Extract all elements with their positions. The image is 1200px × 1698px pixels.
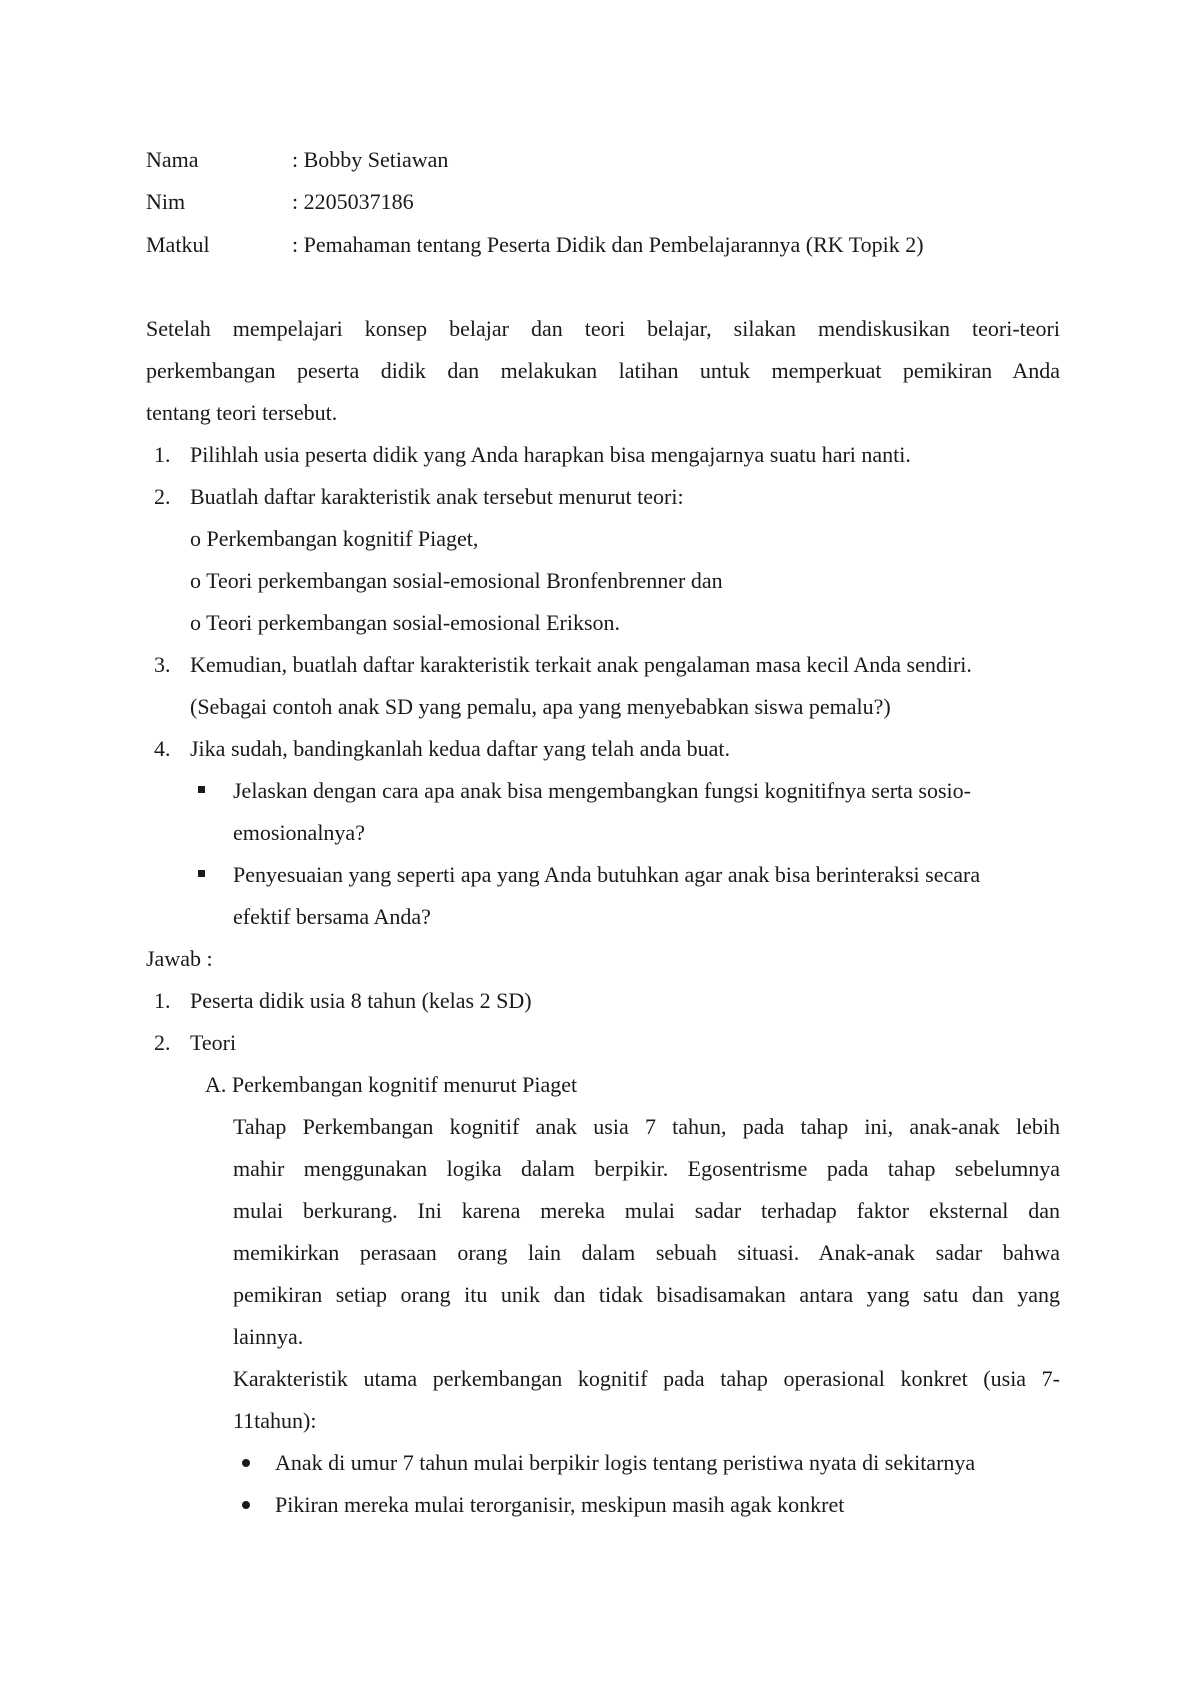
answer-2-number: 2. xyxy=(154,1030,171,1055)
task-2-sub-3: o Teori perkembangan sosial-emosional Erikson. xyxy=(190,610,621,635)
piaget-para-line-1: Tahap Perkembangan kognitif anak usia 7 tahun, pada tahap ini, anak-anak lebih xyxy=(233,1114,1060,1139)
matkul-label: Matkul xyxy=(146,232,210,257)
task-2-sub-1: o Perkembangan kognitif Piaget, xyxy=(190,526,479,551)
nim-label: Nim xyxy=(146,189,186,214)
task-4-bullet-2-line-1: Penyesuaian yang seperti apa yang Anda butuhkan agar anak bisa berinteraksi secara xyxy=(233,862,981,887)
answer-2: Teori xyxy=(190,1030,237,1055)
square-bullet-icon xyxy=(198,786,205,793)
section-a-heading: A. Perkembangan kognitif menurut Piaget xyxy=(205,1072,578,1097)
intro-line-1: Setelah mempelajari konsep belajar dan teori belajar, silakan mendiskusikan teori-teori xyxy=(146,316,1060,341)
square-bullet-icon xyxy=(198,870,205,877)
piaget-para-line-3: mulai berkurang. Ini karena mereka mulai sadar terhadap faktor eksternal dan xyxy=(233,1198,1060,1223)
characteristics-line-1: Karakteristik utama perkembangan kognitif pada tahap operasional konkret (usia 7- xyxy=(233,1366,1060,1391)
round-bullet-icon xyxy=(242,1501,250,1509)
task-3-line-1: Kemudian, buatlah daftar karakteristik terkait anak pengalaman masa kecil Anda sendiri. xyxy=(190,652,972,677)
name-label: Nama xyxy=(146,147,199,172)
task-3-number: 3. xyxy=(154,652,171,677)
task-4-number: 4. xyxy=(154,736,171,761)
characteristic-bullet-2: Pikiran mereka mulai terorganisir, meskipun masih agak konkret xyxy=(275,1492,845,1517)
piaget-para-line-2: mahir menggunakan logika dalam berpikir. Egosentrisme pada tahap sebelumnya xyxy=(233,1156,1060,1181)
task-1-number: 1. xyxy=(154,442,171,467)
intro-line-3: tentang teori tersebut. xyxy=(146,400,338,425)
piaget-para-line-6: lainnya. xyxy=(233,1324,304,1349)
matkul-value: : Pemahaman tentang Peserta Didik dan Pembelajarannya (RK Topik 2) xyxy=(292,232,924,257)
task-2-number: 2. xyxy=(154,484,171,509)
task-4: Jika sudah, bandingkanlah kedua daftar yang telah anda buat. xyxy=(190,736,731,761)
piaget-para-line-5: pemikiran setiap orang itu unik dan tidak bisadisamakan antara yang satu dan yang xyxy=(233,1282,1060,1307)
task-3-line-2: (Sebagai contoh anak SD yang pemalu, apa yang menyebabkan siswa pemalu?) xyxy=(190,694,891,719)
answer-1: Peserta didik usia 8 tahun (kelas 2 SD) xyxy=(190,988,532,1013)
task-1: Pilihlah usia peserta didik yang Anda harapkan bisa mengajarnya suatu hari nanti. xyxy=(190,442,911,467)
answer-label: Jawab : xyxy=(146,946,213,971)
piaget-para-line-4: memikirkan perasaan orang lain dalam sebuah situasi. Anak-anak sadar bahwa xyxy=(233,1240,1060,1265)
task-2-sub-2: o Teori perkembangan sosial-emosional Bronfenbrenner dan xyxy=(190,568,723,593)
round-bullet-icon xyxy=(242,1459,250,1467)
task-4-bullet-1-line-1: Jelaskan dengan cara apa anak bisa mengembangkan fungsi kognitifnya serta sosio- xyxy=(233,778,971,803)
task-2: Buatlah daftar karakteristik anak tersebut menurut teori: xyxy=(190,484,684,509)
task-4-bullet-1-line-2: emosionalnya? xyxy=(233,820,365,845)
characteristics-line-2: 11tahun): xyxy=(233,1408,317,1433)
name-value: : Bobby Setiawan xyxy=(292,147,449,172)
intro-line-2: perkembangan peserta didik dan melakukan latihan untuk memperkuat pemikiran Anda xyxy=(146,358,1060,383)
answer-1-number: 1. xyxy=(154,988,171,1013)
task-4-bullet-2-line-2: efektif bersama Anda? xyxy=(233,904,431,929)
nim-value: : 2205037186 xyxy=(292,189,414,214)
characteristic-bullet-1: Anak di umur 7 tahun mulai berpikir logis tentang peristiwa nyata di sekitarnya xyxy=(275,1450,976,1475)
